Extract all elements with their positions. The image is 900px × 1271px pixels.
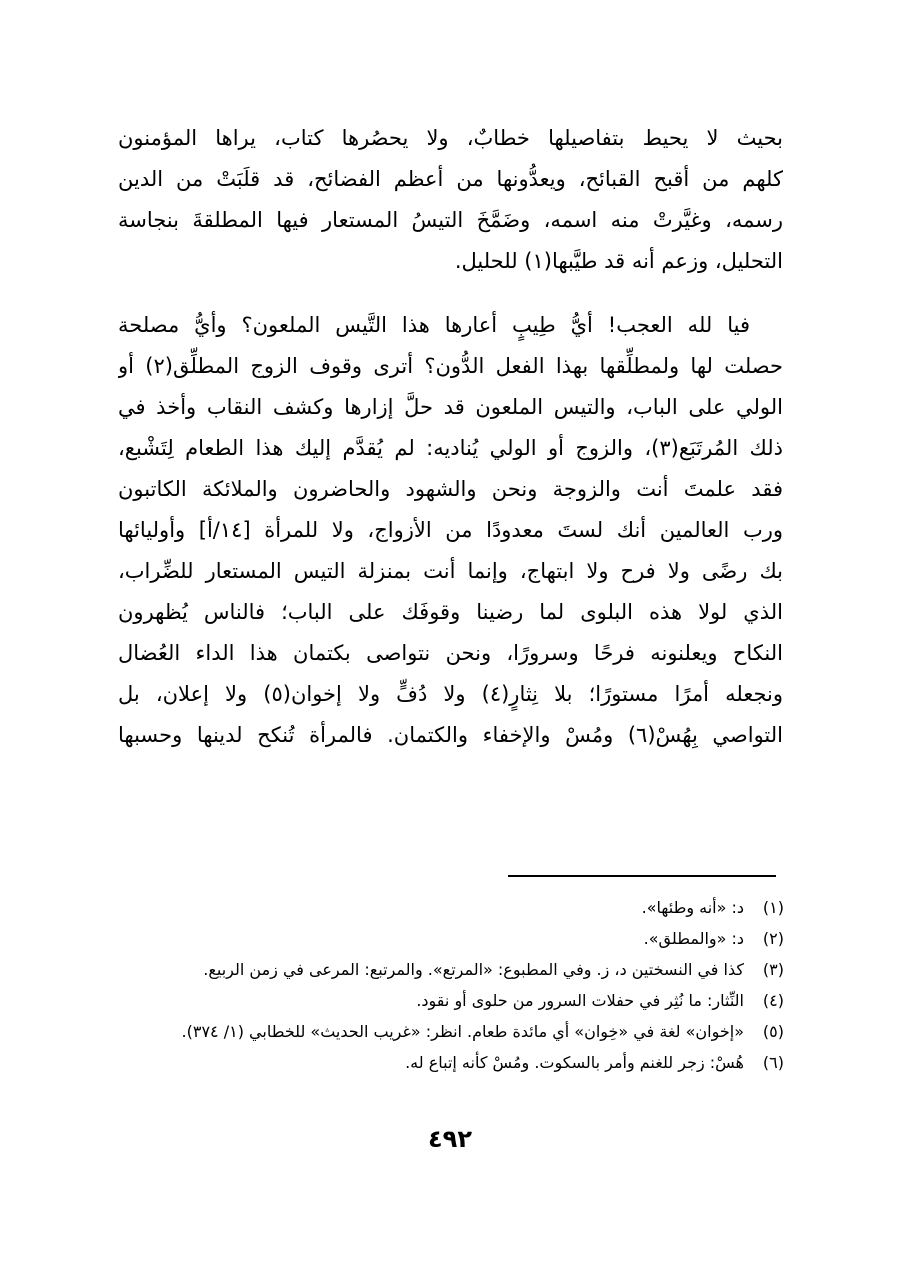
footnote bbox=[118, 1047, 784, 1078]
text-line: ورب العالمين أنك لستَ معدودًا من الأزواج، ولا للمرأة [١٤/أ] وأوليائها bbox=[118, 518, 783, 542]
page-number: ٤٩٢ bbox=[428, 1125, 472, 1153]
text-line: ونجعله أمرًا مستورًا؛ بلا نِثارٍ(٤) ولا دُفٍّ ولا إخوان(٥) ولا إعلان، بل bbox=[118, 682, 783, 706]
footnote-number: (٢) bbox=[762, 929, 784, 948]
footnotes bbox=[118, 892, 784, 1078]
text-line: فقد علمتَ أنت والزوجة ونحن والشهود والحاضرون والملائكة الكاتبون bbox=[118, 477, 783, 501]
footnote-number: (٥) bbox=[762, 1022, 784, 1041]
text-line: فيا لله العجب! أيُّ طِيبٍ أعارها هذا التَّيس الملعون؟ وأيُّ مصلحة bbox=[118, 313, 750, 337]
footnote bbox=[118, 985, 784, 1016]
footnote-text: النِّثار: ما نُثِر في حفلات السرور من حلوى أو نقود. bbox=[416, 991, 744, 1010]
footnote-text: «إخوان» لغة في «خِوان» أي مائدة طعام. انظر: «غريب الحديث» للخطابي (١/ ٣٧٤). bbox=[181, 1022, 744, 1041]
paragraph-gap bbox=[118, 282, 783, 305]
text-line: كلهم من أقبح القبائح، ويعدُّونها من أعظم الفضائح، قد قلَبَتْ من الدين bbox=[118, 167, 783, 191]
footnote-text: كذا في النسختين د، ز. وفي المطبوع: «المرتع». والمرتبع: المرعى في زمن الربيع. bbox=[203, 960, 744, 979]
text-line: بك رضًى ولا فرح ولا ابتهاج، وإنما أنت بمنزلة التيس المستعار للضِّراب، bbox=[118, 559, 783, 583]
footnote-text: هُسْ: زجر للغنم وأمر بالسكوت. ومُسْ كأنه إتباع له. bbox=[405, 1053, 744, 1072]
footnote-number: (٤) bbox=[762, 991, 784, 1010]
footnote-number: (٣) bbox=[762, 960, 784, 979]
text-line: رسمه، وغيَّرتْ منه اسمه، وضَمَّخَ التيسُ المستعار فيها المطلقةَ بنجاسة bbox=[118, 208, 783, 232]
text-line: ذلك المُرتَبَع(٣)، والزوج أو الولي يُناديه: لم يُقدَّم إليك هذا الطعام لِتَشْبع، bbox=[118, 436, 783, 460]
text-line: بحيث لا يحيط بتفاصيلها خطابٌ، ولا يحصُرها كتاب، يراها المؤمنون bbox=[118, 126, 783, 150]
text-line: الذي لولا هذه البلوى لما رضينا وقوفَك على الباب؛ فالناس يُظهرون bbox=[118, 600, 783, 624]
footnote bbox=[118, 954, 784, 985]
footnote bbox=[118, 892, 784, 923]
text-line: التواصي بِهُسْ(٦) ومُسْ والإخفاء والكتمان. فالمرأة تُنكح لدينها وحسبها bbox=[118, 723, 783, 747]
main-text bbox=[118, 118, 783, 756]
text-line: حصلت لها ولمطلِّقها بهذا الفعل الدُّون؟ أترى وقوف الزوج المطلِّق(٢) أو bbox=[118, 354, 783, 378]
footnote-text: د: «أنه وطئها». bbox=[641, 898, 744, 917]
footnote bbox=[118, 923, 784, 954]
footnote-text: د: «والمطلق». bbox=[643, 929, 744, 948]
text-line: الولي على الباب، والتيس الملعون قد حلَّ إزارها وكشف النقاب وأخذ في bbox=[118, 395, 783, 419]
footnote-number: (١) bbox=[762, 898, 784, 917]
text-line: التحليل، وزعم أنه قد طيَّبها(١) للحليل. bbox=[454, 249, 783, 273]
footnote bbox=[118, 1016, 784, 1047]
text-line: النكاح ويعلنونه فرحًا وسرورًا، ونحن نتواصى بكتمان هذا الداء العُضال bbox=[118, 641, 783, 665]
footnote-number: (٦) bbox=[762, 1053, 784, 1072]
footnote-separator bbox=[508, 875, 776, 877]
